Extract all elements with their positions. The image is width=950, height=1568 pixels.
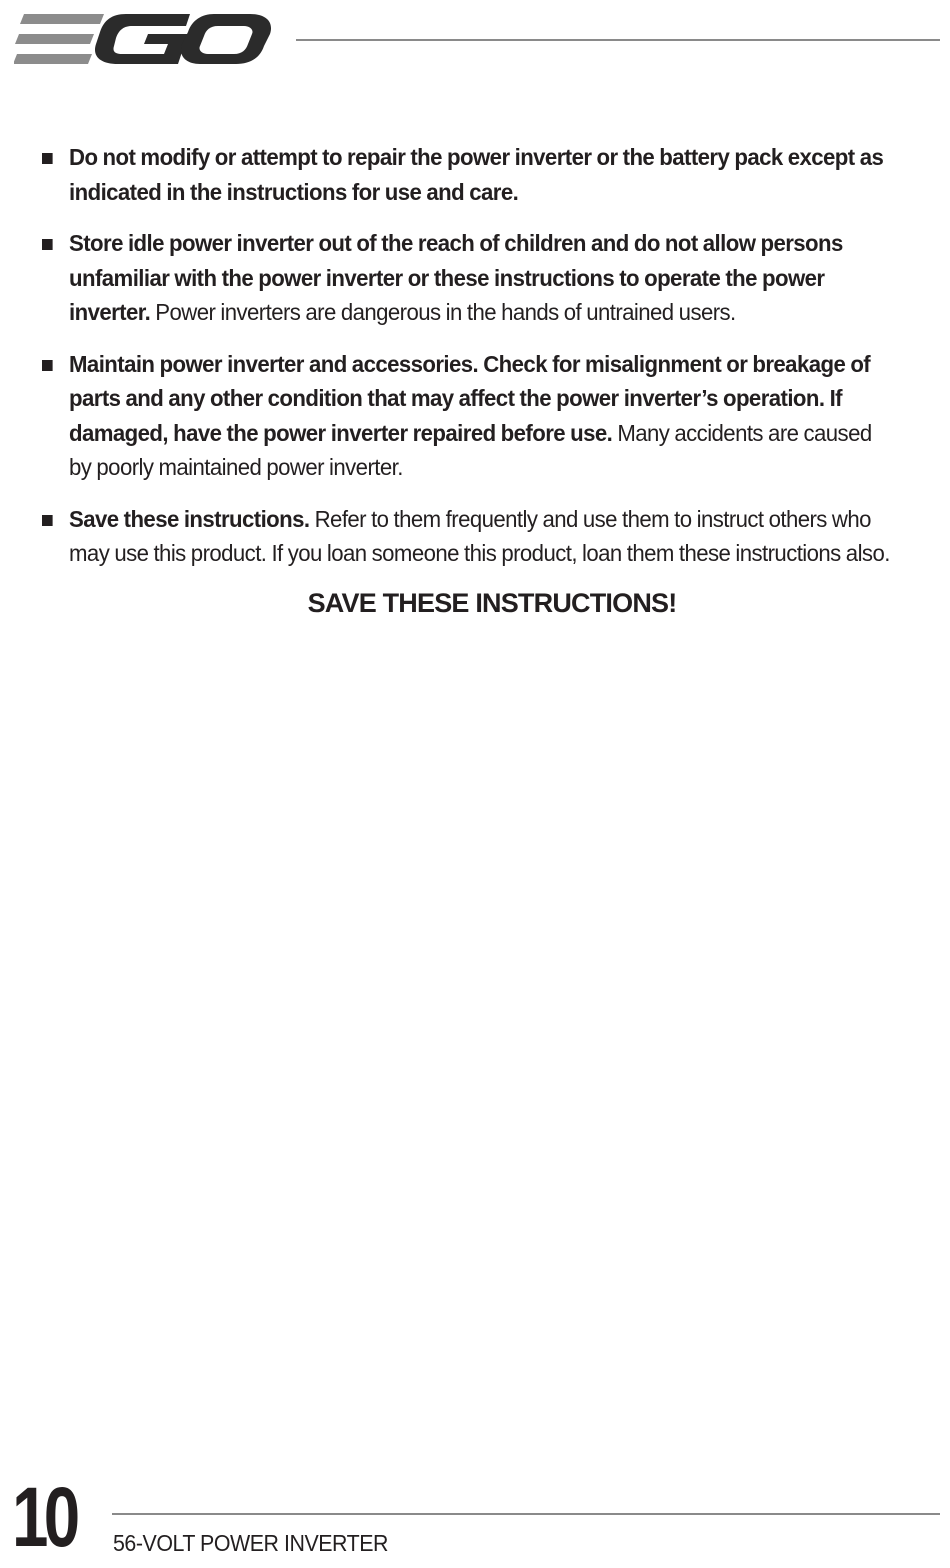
bullet-item-modify xyxy=(42,140,891,209)
safety-content xyxy=(42,140,922,619)
bullet-normal-text: Power inverters are dangerous in the hands of untrained users. xyxy=(150,299,736,325)
page-number: 10 xyxy=(12,1470,76,1564)
safety-bullet-list xyxy=(42,140,922,571)
bullet-bold-text: Maintain power inverter and accessories. Check for misalignment or breakage of parts and any other condition that may affect the power inverter’s operation. If damaged, have the power inverter repaired before use. xyxy=(69,350,871,446)
bullet-bold-text: Save these instructions. xyxy=(69,505,310,532)
header-divider xyxy=(296,39,940,41)
square-bullet-icon xyxy=(42,239,53,250)
bullet-bold-text: Store idle power inverter out of the reach of children and do not allow persons unfamiliar with the power inverter or these instructions to operate the power inverter. xyxy=(69,230,843,325)
bullet-normal-text: Many accidents are caused by poorly maintained power inverter. xyxy=(69,419,872,480)
footer-title: 56-VOLT POWER INVERTER xyxy=(113,1530,389,1556)
square-bullet-icon xyxy=(42,360,53,371)
bullet-item-store xyxy=(42,226,891,330)
footer-divider xyxy=(112,1513,940,1515)
closing-heading: SAVE THESE INSTRUCTIONS! xyxy=(307,587,677,618)
bullet-item-save xyxy=(42,502,891,571)
ego-logo xyxy=(14,10,272,70)
page-header xyxy=(0,0,950,80)
bullet-bold-text: Do not modify or attempt to repair the power inverter or the battery pack except as indicated in the instructions for use and care. xyxy=(69,144,884,205)
square-bullet-icon xyxy=(42,153,53,164)
bullet-item-maintain xyxy=(42,347,891,485)
square-bullet-icon xyxy=(42,515,53,526)
bullet-normal-text: Refer to them frequently and use them to instruct others who may use this product. If you loan someone this product, loan them these instructions also. xyxy=(69,505,890,566)
